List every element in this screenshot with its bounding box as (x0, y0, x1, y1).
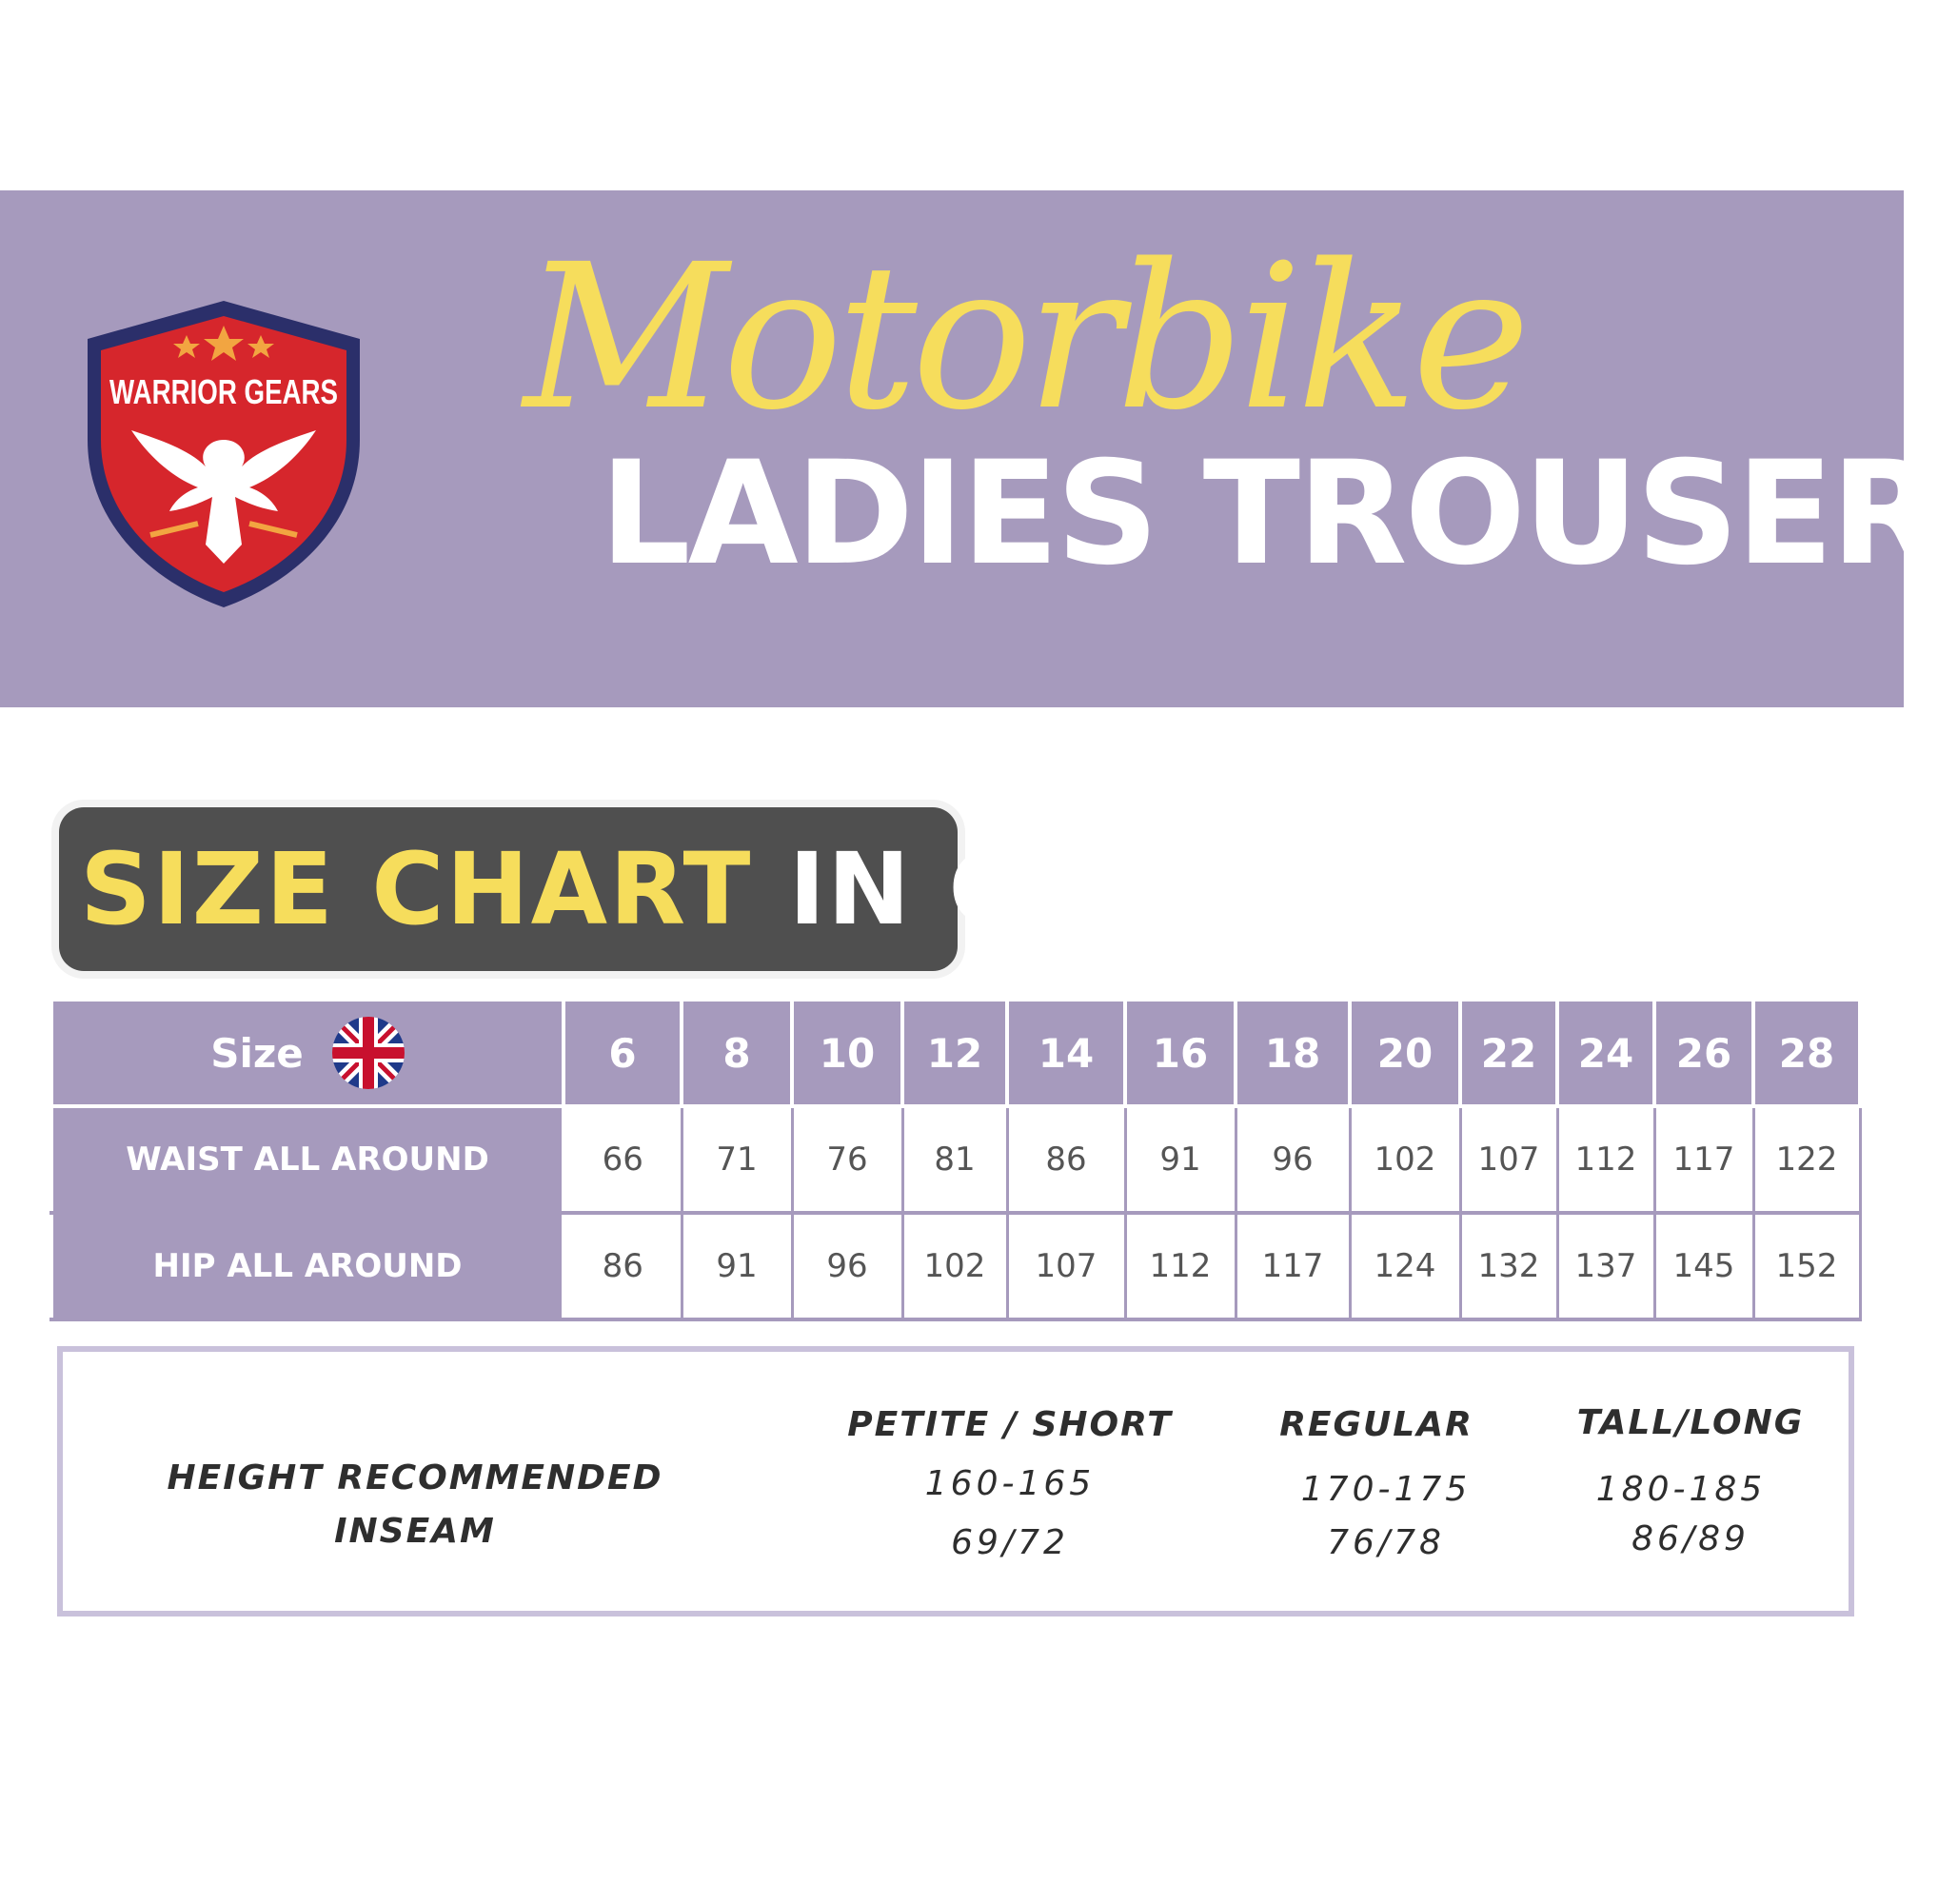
row-label: HIP ALL AROUND (51, 1213, 564, 1319)
warrior-gears-logo (84, 297, 364, 611)
heading-part-1: SIZE CHART (80, 831, 753, 947)
height-guide-box (57, 1346, 1854, 1616)
row-label: WAIST ALL AROUND (51, 1106, 564, 1213)
table-cell: 107 (1007, 1213, 1125, 1319)
table-cell: 66 (564, 1106, 682, 1213)
size-cell: 20 (1350, 1000, 1460, 1106)
table-cell: 117 (1654, 1106, 1753, 1213)
table-cell: 145 (1654, 1213, 1753, 1319)
uk-flag-icon (332, 1017, 405, 1089)
table-cell: 112 (1125, 1213, 1236, 1319)
table-cell: 152 (1753, 1213, 1860, 1319)
regular-inseam: 76/78 (1327, 1523, 1445, 1562)
size-table (49, 998, 1862, 1321)
heading-part-2: IN CM (788, 831, 1124, 947)
table-cell: 91 (682, 1213, 792, 1319)
petite-title: PETITE / SHORT (847, 1405, 1173, 1444)
size-cell: 6 (564, 1000, 682, 1106)
size-cell: 24 (1557, 1000, 1654, 1106)
table-cell: 107 (1460, 1106, 1557, 1213)
table-cell: 91 (1125, 1106, 1236, 1213)
table-cell: 132 (1460, 1213, 1557, 1319)
size-header-label: Size (210, 1029, 304, 1077)
script-title: Motorbike (524, 221, 1525, 454)
header-banner (0, 190, 1938, 707)
table-cell: 96 (1236, 1106, 1350, 1213)
size-cell: 8 (682, 1000, 792, 1106)
table-cell: 117 (1236, 1213, 1350, 1319)
petite-height: 160-165 (924, 1464, 1096, 1503)
table-row-hip (51, 1213, 1860, 1319)
inseam-label: INSEAM (334, 1512, 496, 1551)
table-cell: 71 (682, 1106, 792, 1213)
size-cell: 18 (1236, 1000, 1350, 1106)
size-cell: 26 (1654, 1000, 1753, 1106)
size-cell: 22 (1460, 1000, 1557, 1106)
table-cell: 102 (902, 1213, 1007, 1319)
regular-title: REGULAR (1279, 1405, 1473, 1444)
table-header-row (51, 1000, 1860, 1106)
petite-inseam: 69/72 (951, 1523, 1069, 1562)
table-cell: 122 (1753, 1106, 1860, 1213)
regular-height: 170-175 (1300, 1470, 1472, 1509)
size-cell: 28 (1753, 1000, 1860, 1106)
table-cell: 96 (792, 1213, 902, 1319)
logo-text: WARRIOR GEARS (109, 372, 338, 411)
main-title: LADIES TROUSER (600, 431, 1938, 597)
tall-title: TALL/LONG (1576, 1403, 1805, 1442)
table-cell: 76 (792, 1106, 902, 1213)
size-cell: 16 (1125, 1000, 1236, 1106)
size-cell: 12 (902, 1000, 1007, 1106)
size-cell: 10 (792, 1000, 902, 1106)
size-cell: 14 (1007, 1000, 1125, 1106)
table-cell: 102 (1350, 1106, 1460, 1213)
table-cell: 137 (1557, 1213, 1654, 1319)
table-cell: 86 (564, 1213, 682, 1319)
table-row-waist (51, 1106, 1860, 1213)
tall-inseam: 86/89 (1631, 1519, 1750, 1558)
table-cell: 81 (902, 1106, 1007, 1213)
tall-height: 180-185 (1595, 1470, 1767, 1509)
size-header-cell (51, 1000, 564, 1106)
table-cell: 86 (1007, 1106, 1125, 1213)
table-cell: 112 (1557, 1106, 1654, 1213)
size-chart-heading (59, 807, 1124, 971)
height-label: HEIGHT RECOMMENDED (167, 1458, 663, 1497)
table-cell: 124 (1350, 1213, 1460, 1319)
